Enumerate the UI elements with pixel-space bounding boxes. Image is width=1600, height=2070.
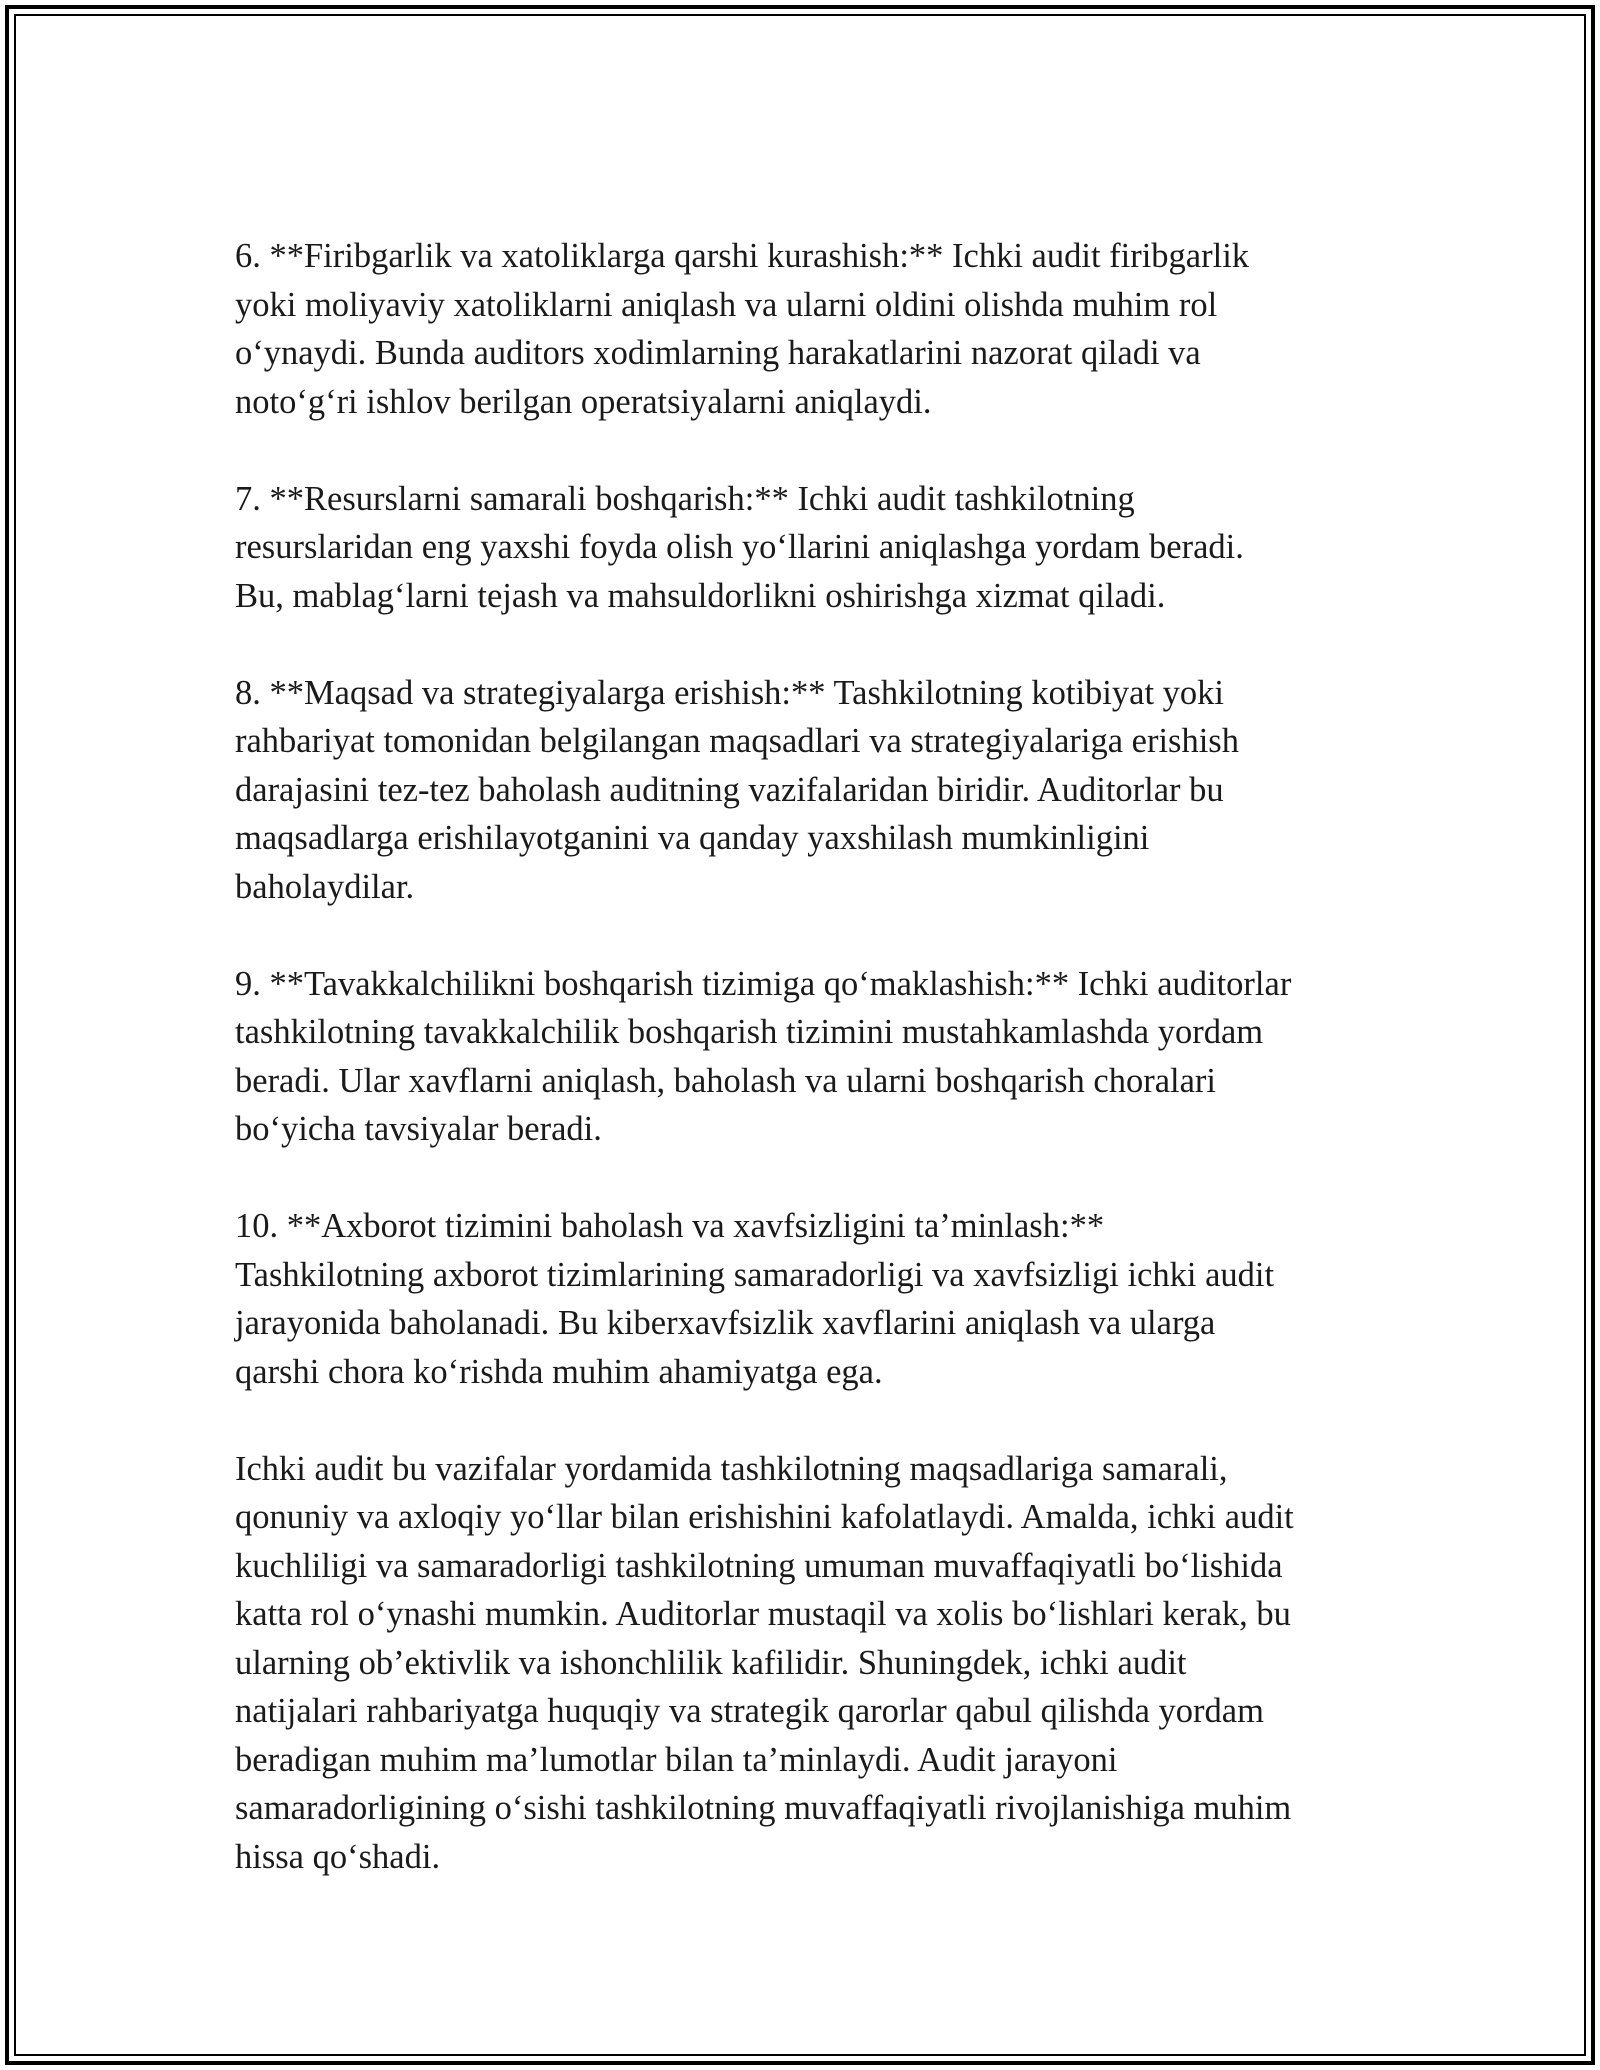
text-line: jarayonida baholanadi. Bu kiberxavfsizlik xavflarini aniqlash va ularga bbox=[235, 1304, 1216, 1342]
text-line: darajasini tez-tez baholash auditning vazifalaridan biridir. Auditorlar bu bbox=[235, 770, 1224, 809]
text-line: noto‘g‘ri ishlov berilgan operatsiyalarni aniqlaydi. bbox=[235, 382, 932, 421]
text-line: Tashkilotning axborot tizimlarining samaradorligi va xavfsizligi ichki audit bbox=[235, 1255, 1275, 1294]
text-line: yoki moliyaviy xatoliklarni aniqlash va ularni oldini olishda muhim rol bbox=[235, 285, 1218, 324]
paragraph-item-8 bbox=[235, 669, 1375, 912]
paragraph-conclusion bbox=[235, 1445, 1375, 1882]
text-line: hissa qo‘shadi. bbox=[235, 1837, 441, 1876]
text-line: o‘ynaydi. Bunda auditors xodimlarning harakatlarini nazorat qiladi va bbox=[235, 334, 1201, 372]
paragraph-item-9 bbox=[235, 960, 1375, 1154]
text-line: 6. **Firibgarlik va xatoliklarga qarshi kurashish:** Ichki audit firibgarlik bbox=[235, 237, 1250, 275]
text-line: kuchliligi va samaradorligi tashkilotning umuman muvaffaqiyatli bo‘lishida bbox=[235, 1546, 1283, 1585]
paragraph-item-7 bbox=[235, 475, 1375, 621]
text-line: tashkilotning tavakkalchilik boshqarish tizimini mustahkamlashda yordam bbox=[235, 1013, 1264, 1051]
text-line: Bu, mablag‘larni tejash va mahsuldorlikni oshirishga xizmat qiladi. bbox=[235, 576, 1166, 615]
text-line: natijalari rahbariyatga huquqiy va strategik qarorlar qabul qilishda yordam bbox=[235, 1692, 1264, 1730]
text-line: beradigan muhim ma’lumotlar bilan ta’minlaydi. Audit jarayoni bbox=[235, 1740, 1118, 1779]
text-line: bo‘yicha tavsiyalar beradi. bbox=[235, 1110, 602, 1148]
text-line: 9. **Tavakkalchilikni boshqarish tizimiga qo‘maklashish:** Ichki auditorlar bbox=[235, 964, 1292, 1003]
text-line: baholaydilar. bbox=[235, 867, 415, 906]
text-line: rahbariyat tomonidan belgilangan maqsadlari va strategiyalariga erishish bbox=[235, 722, 1239, 760]
text-line: 10. **Axborot tizimini baholash va xavfsizligini ta’minlash:** bbox=[235, 1207, 1105, 1245]
text-line: katta rol o‘ynashi mumkin. Auditorlar mustaqil va xolis bo‘lishlari kerak, bu bbox=[235, 1595, 1291, 1633]
paragraph-item-10 bbox=[235, 1202, 1375, 1396]
text-line: beradi. Ular xavflarni aniqlash, baholash va ularni boshqarish choralari bbox=[235, 1061, 1216, 1100]
text-line: ularning ob’ektivlik va ishonchlilik kafilidir. Shuningdek, ichki audit bbox=[235, 1643, 1187, 1682]
paragraph-item-6 bbox=[235, 232, 1375, 426]
text-line: Ichki audit bu vazifalar yordamida tashkilotning maqsadlariga samarali, bbox=[235, 1449, 1228, 1488]
text-line: maqsadlarga erishilayotganini va qanday yaxshilash mumkinligini bbox=[235, 819, 1150, 857]
text-line: 8. **Maqsad va strategiyalarga erishish:** Tashkilotning kotibiyat yoki bbox=[235, 673, 1224, 712]
text-line: samaradorligining o‘sishi tashkilotning muvaffaqiyatli rivojlanishiga muhim bbox=[235, 1789, 1292, 1827]
document-body bbox=[235, 232, 1375, 1881]
text-line: 7. **Resurslarni samarali boshqarish:** Ichki audit tashkilotning bbox=[235, 479, 1135, 518]
text-line: resurslaridan eng yaxshi foyda olish yo‘llarini aniqlashga yordam beradi. bbox=[235, 528, 1244, 566]
text-line: qonuniy va axloqiy yo‘llar bilan erishishini kafolatlaydi. Amalda, ichki audit bbox=[235, 1498, 1294, 1536]
text-line: qarshi chora ko‘rishda muhim ahamiyatga ega. bbox=[235, 1352, 883, 1391]
